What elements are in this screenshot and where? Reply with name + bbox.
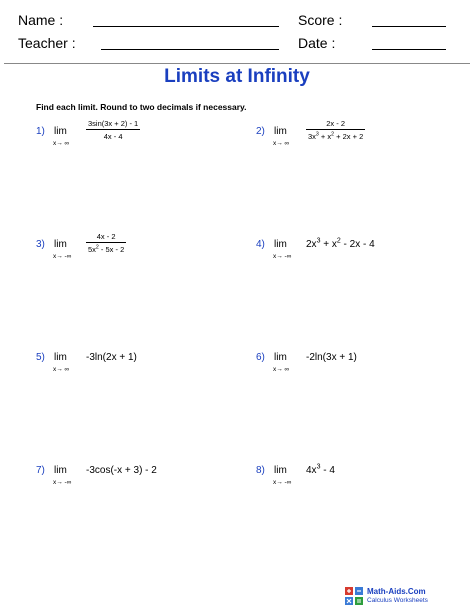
- lim-text: lim: [274, 352, 287, 363]
- denominator: $3x^3 + x^2 + 2x + 2$: [308, 131, 364, 141]
- limit-approach: x→ -∞: [53, 253, 72, 260]
- problem-number: 7): [36, 465, 45, 476]
- problem-2: [256, 119, 466, 186]
- problem-5: [36, 352, 246, 412]
- limit-approach: x→ -∞: [273, 253, 292, 260]
- lim-text: lim: [54, 352, 67, 363]
- score-label: Score :: [298, 12, 343, 28]
- calculator-icon: [345, 587, 363, 605]
- instructions: Find each limit. Round to two decimals if necessary.: [36, 102, 247, 112]
- expression: $4x^3 - 4$: [306, 463, 335, 476]
- fraction: [86, 119, 140, 141]
- problem-7: [36, 465, 246, 525]
- site-subtitle: Calculus Worksheets: [367, 597, 428, 604]
- numerator: 4x - 2: [86, 232, 126, 243]
- page-title: Limits at Infinity: [164, 66, 310, 87]
- numerator: 2x - 2: [306, 119, 365, 130]
- problem-number: 1): [36, 126, 45, 137]
- limit-approach: x→ -∞: [53, 479, 72, 486]
- numerator: 3sin(3x + 2) - 1: [88, 119, 139, 128]
- lim-text: lim: [274, 239, 287, 250]
- lim-text: lim: [54, 465, 67, 476]
- problem-number: 2): [256, 126, 265, 137]
- problem-4: [256, 239, 466, 299]
- problem-6: [256, 352, 466, 412]
- denominator: $5x^2 - 5x - 2$: [88, 244, 125, 254]
- header-divider: [4, 63, 470, 64]
- limit-approach: x→ ∞: [273, 366, 290, 373]
- site-name: Math-Aids.Com: [367, 587, 426, 596]
- limit-approach: x→ ∞: [273, 140, 290, 147]
- problem-3: [36, 232, 246, 299]
- teacher-label: Teacher :: [18, 35, 76, 51]
- fraction: [86, 232, 126, 254]
- limit-approach: x→ ∞: [53, 366, 70, 373]
- expression: -2ln(3x + 1): [306, 352, 357, 363]
- name-line: [93, 26, 279, 27]
- problem-number: 5): [36, 352, 45, 363]
- denominator: 4x - 4: [103, 132, 123, 141]
- problem-number: 6): [256, 352, 265, 363]
- fraction: [306, 119, 365, 141]
- lim-text: lim: [274, 465, 287, 476]
- limit-approach: x→ ∞: [53, 140, 70, 147]
- lim-text: lim: [54, 239, 67, 250]
- problem-number: 3): [36, 239, 45, 250]
- date-label: Date :: [298, 35, 336, 51]
- lim-text: lim: [54, 126, 67, 137]
- problem-1: [36, 119, 246, 186]
- lim-text: lim: [274, 126, 287, 137]
- teacher-line: [101, 49, 279, 50]
- date-line: [372, 49, 446, 50]
- problem-number: 4): [256, 239, 265, 250]
- limit-approach: x→ -∞: [273, 479, 292, 486]
- expression: -3ln(2x + 1): [86, 352, 137, 363]
- expression: -3cos(-x + 3) - 2: [86, 465, 157, 476]
- problem-8: [256, 465, 466, 525]
- expression: $2x^3 + x^2 - 2x - 4$: [306, 237, 375, 250]
- score-line: [372, 26, 446, 27]
- problem-number: 8): [256, 465, 265, 476]
- name-label: Name :: [18, 12, 64, 28]
